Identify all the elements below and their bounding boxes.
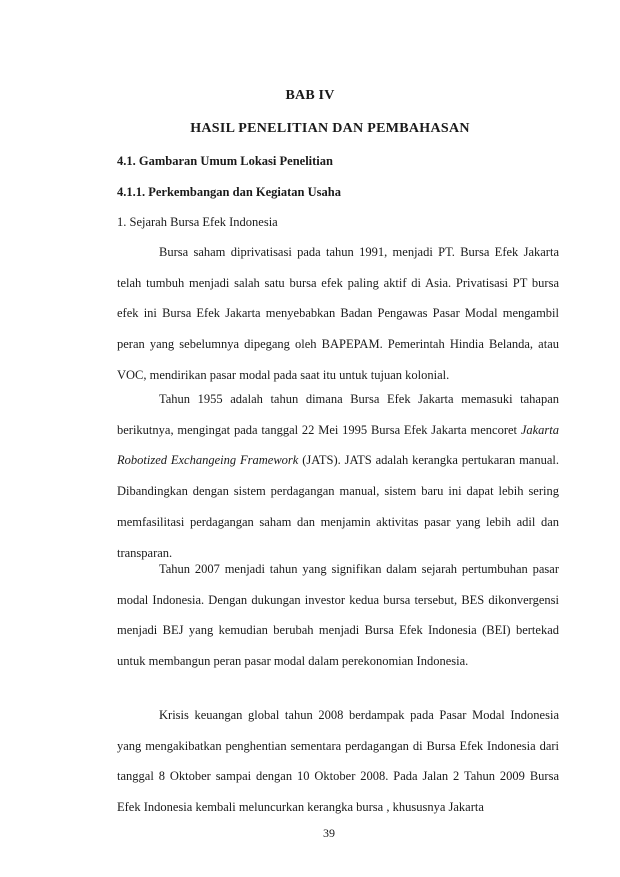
chapter-title: HASIL PENELITIAN DAN PEMBAHASAN xyxy=(190,121,470,136)
paragraph-1 xyxy=(117,237,559,391)
paragraph-3-text: Tahun 2007 menjadi tahun yang signifikan dalam sejarah pertumbuhan pasar modal Indonesia. Dengan dukungan investor kedua bursa tersebut, BES dikonvergensi menjadi BEJ yang kemudian berubah menjadi Bursa Efek Indonesia (BEI) bertekad untuk membangun peran pasar modal dalam perekonomian Indonesia. xyxy=(117,562,559,669)
paragraph-3 xyxy=(117,554,559,677)
paragraph-2 xyxy=(117,384,559,568)
paragraph-4-text: Krisis keuangan global tahun 2008 berdampak pada Pasar Modal Indonesia yang mengakibatkan penghentian sementara perdagangan di Bursa Efek Indonesia dari tanggal 8 Oktober sampai dengan 10 Oktober 2008. Pada Jalan 2 Tahun 2009 Bursa Efek Indonesia kembali meluncurkan kerangka bursa , khususnya Jakarta xyxy=(117,708,559,815)
section-heading-4-1: 4.1. Gambaran Umum Lokasi Penelitian xyxy=(117,154,333,168)
section-heading-4-1-1: 4.1.1. Perkembangan dan Kegiatan Usaha xyxy=(117,185,341,199)
paragraph-2-text-start: Tahun 1955 adalah tahun dimana Bursa Efek Jakarta memasuki tahapan berikutnya, mengingat pada tanggal 22 Mei 1995 Bursa Efek Jakarta mencoret xyxy=(117,392,559,437)
chapter-number: BAB IV xyxy=(285,88,335,103)
paragraph-2-text-end: (JATS). JATS adalah kerangka pertukaran manual. Dibandingkan dengan sistem perdagangan manual, sistem baru ini dapat lebih sering memfasilitasi perdagangan saham dan menjamin aktivitas pasar yang lebih adil dan transparan. xyxy=(117,453,559,560)
paragraph-1-text: Bursa saham diprivatisasi pada tahun 1991, menjadi PT. Bursa Efek Jakarta telah tumbuh menjadi salah satu bursa efek paling aktif di Asia. Privatisasi PT bursa efek ini Bursa Efek Jakarta menyebabkan Badan Pengawas Pasar Modal mengambil peran yang sebelumnya dipegang oleh BAPEPAM. Pemerintah Hindia Belanda, atau VOC, mendirikan pasar modal pada saat itu untuk tujuan kolonial. xyxy=(117,245,559,382)
list-item-heading: 1. Sejarah Bursa Efek Indonesia xyxy=(117,215,278,229)
paragraph-2-italic-term: Jakarta Robotized Exchangeing Framework xyxy=(117,422,560,468)
paragraph-4 xyxy=(117,700,559,823)
page-number: 39 xyxy=(323,826,335,840)
